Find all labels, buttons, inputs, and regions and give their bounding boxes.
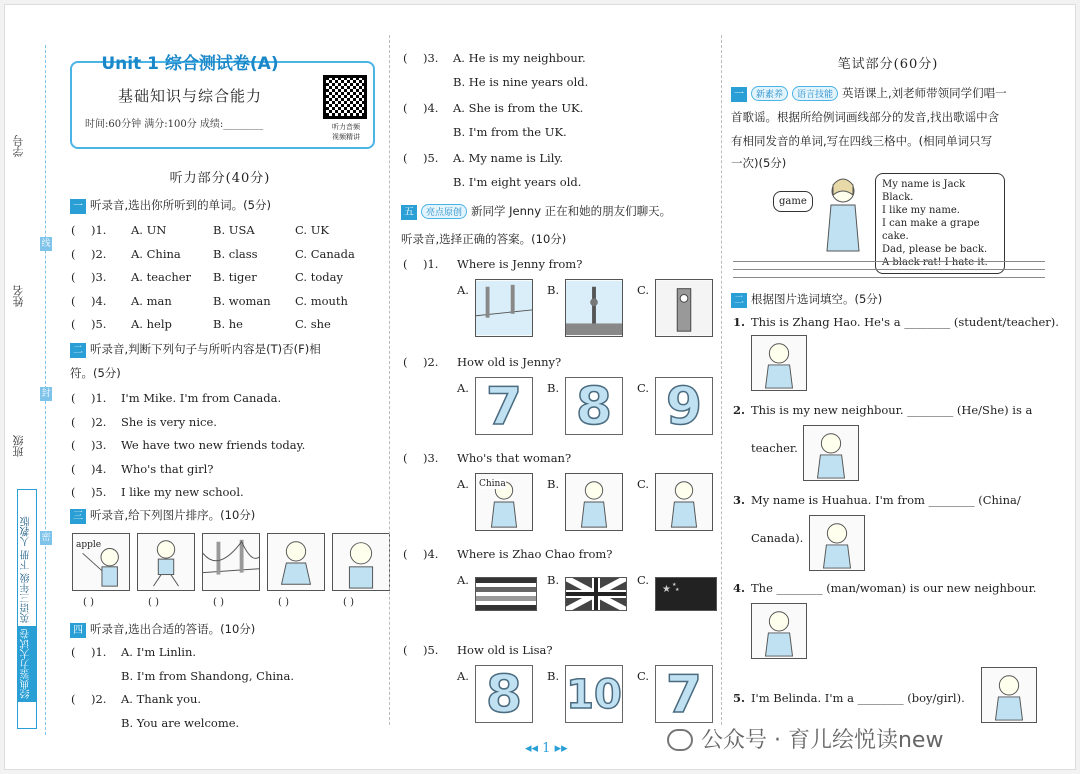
answer-paren[interactable]: ( [71,223,76,237]
series-name: 经典鉴力大试卷 [18,626,36,702]
original-badge: 亮点原创 [421,204,467,219]
option-label-a: A. [457,477,469,491]
column-2 [397,5,719,740]
q5-question-row [403,355,561,369]
item-number: )1. [423,257,439,271]
question-number: 二 [731,293,747,308]
question-text: Who's that woman? [457,451,572,465]
order-blank[interactable]: ( ) [213,597,224,608]
question-number: 一 [70,199,86,214]
item-number: )5. [91,317,107,331]
watermark: 公众号 · 育儿绘悦读new [701,728,944,753]
answer-paren[interactable]: ( [71,414,76,429]
tf-row [71,485,244,499]
item-number: 3. [733,493,746,507]
order-blank[interactable]: ( ) [343,597,354,608]
answer-paren[interactable]: ( [403,51,408,65]
teacher-figure [819,175,867,253]
item-number: )2. [91,246,107,261]
fill-row [733,691,965,705]
item-number: )4. [423,547,439,561]
option-label-c: C. [637,283,650,297]
item-number: )1. [91,391,107,405]
answer-paren[interactable]: ( [71,293,76,308]
item-number: )5. [423,643,439,657]
option-label-b: B. [547,283,560,297]
answer-paren[interactable]: ( [71,246,76,261]
writing-line[interactable] [733,269,1045,270]
reply-row-b: B. You are welcome. [121,716,240,730]
q5-question-row [403,643,553,657]
question-number: 四 [70,623,86,638]
answer-paren[interactable]: ( [403,547,408,561]
china-label: China [479,479,506,489]
option-b: B. woman [213,293,271,308]
item-number: )4. [91,293,107,308]
question-5-head [401,203,671,220]
tf-row [71,462,213,476]
listening-title: 听力部分(40分) [169,171,271,186]
order-blank[interactable]: ( ) [278,597,289,608]
person-picture[interactable] [655,473,713,531]
item-number: )3. [91,270,107,284]
number-picture[interactable]: 9 [655,377,713,435]
column-divider [389,35,390,725]
flag-picture[interactable] [655,577,717,611]
apple-label: apple [76,540,102,550]
item-number: )4. [423,101,439,115]
person-picture[interactable] [475,473,533,531]
option-a: A. He is my neighbour. [453,51,586,65]
question-2-head-cont: 符。(5分) [70,366,121,380]
choice-row [71,270,343,284]
reply-row-b: B. I'm from Shandong, China. [121,669,294,683]
question-text: How old is Lisa? [457,643,553,657]
question-number: 二 [70,343,86,358]
reply-row [403,151,563,165]
answer-paren[interactable]: ( [403,257,408,271]
item-number: )1. [91,223,107,237]
item-number: )1. [91,645,107,659]
option-a: A. Thank you. [121,692,202,706]
option-label-c: C. [637,477,650,491]
option-b: B. class [213,246,258,261]
reply-row [403,51,586,65]
written-title: 笔试部分(60分) [837,57,939,72]
question-number: 一 [731,87,747,102]
reply-row [403,101,583,115]
fill-row [733,493,1021,507]
item-number: 1. [733,315,746,329]
option-label-c: C. [637,573,650,587]
order-blank[interactable]: ( ) [83,597,94,608]
option-b: B. he [213,317,243,331]
name-label: 姓名 [12,285,25,307]
hint-picture [751,335,807,391]
option-label-a: A. [457,669,469,683]
writing-line[interactable] [733,277,1045,278]
statement-text: I'm Mike. I'm from Canada. [121,391,282,405]
answer-paren[interactable]: ( [403,451,408,465]
written-q2-head [731,291,882,308]
seal-mark: 封 [41,389,51,399]
statement-text: I like my new school. [121,485,244,499]
reply-row [71,645,196,659]
option-a: A. My name is Lily. [453,151,564,165]
item-number: )2. [91,692,107,706]
reply-row-b: B. I'm from the UK. [453,125,567,139]
option-label-b: B. [547,381,560,395]
option-c: C. Canada [295,246,355,261]
rhyme-line: A black rat! I hate it. [882,257,988,268]
option-label-c: C. [637,381,650,395]
column-1 [65,5,383,740]
option-b: B. USA [213,223,255,237]
answer-paren[interactable]: ( [403,643,408,657]
question-4-head [70,621,255,638]
tf-row [71,438,305,452]
answer-paren[interactable]: ( [403,151,408,165]
sentence-text[interactable]: My name is Huahua. I'm from ________ (China/ [751,493,1021,507]
term-label: 下册 [21,549,32,570]
tf-row [71,415,217,429]
item-number: )5. [91,485,107,499]
tf-row [71,391,281,405]
item-number: )3. [91,438,107,452]
question-text: 新同学 Jenny 正在和她的朋友们聊天。 [471,204,672,218]
picture-bridge [202,533,260,591]
option-c: C. UK [295,223,329,237]
sentence-text[interactable]: This is my new neighbour. ________ (He/She) is a [751,403,1033,417]
number-picture[interactable]: 7 [655,665,713,723]
option-label-a: A. [457,381,469,395]
rhyme-line: I like my name. [882,205,960,216]
person-picture[interactable] [565,473,623,531]
option-a: A. teacher [131,270,192,284]
answer-paren[interactable]: ( [71,438,76,452]
grade-label: 英语三年级 [21,572,32,623]
sentence-cont: teacher. [751,441,798,455]
flag-picture[interactable] [565,577,627,611]
number-picture[interactable]: 8 [565,377,623,435]
answer-paren[interactable]: ( [71,391,76,405]
reply-row [71,692,201,706]
rhyme-line: I can make a grape cake. [882,218,980,242]
picture-boy-running [137,533,195,591]
answer-paren[interactable]: ( [71,461,76,476]
item-number: )3. [423,51,439,65]
new-literacy-badge: 新素养 [751,86,788,101]
student-id-label: 学号 [12,135,25,157]
choice-row [71,294,348,308]
item-number: )3. [423,451,439,465]
question-1-head [70,197,271,214]
choice-row [71,247,355,261]
choice-row [71,317,331,331]
question-text: 英语课上,刘老师带领同学们唱一 [842,86,1007,100]
picture-girl [267,533,325,591]
question-text: 听录音,选出你所听到的单词。(5分) [90,198,271,212]
written-q1-head-2: 首歌谣。根据所给例词画线部分的发音,找出歌谣中含 [731,110,1000,124]
question-5-head-cont: 听录音,选择正确的答案。(10分) [401,232,567,246]
reply-row-b: B. I'm eight years old. [453,175,582,189]
item-number: 2. [733,403,746,417]
question-3-head [70,507,255,524]
page-number: ◂◂ 1 ▸▸ [525,741,568,756]
q5-question-row [403,451,571,465]
sentence-cont: Canada). [751,531,804,545]
example-word-bubble: game [773,191,813,212]
option-a: A. She is from the UK. [453,101,584,115]
svg-text:★: ★ [675,587,680,593]
writing-line[interactable] [733,261,1045,262]
unit-title: Unit 1 综合测试卷(A) [101,54,279,74]
fill-row [733,581,1036,595]
statement-text: Who's that girl? [121,461,214,476]
answer-paren[interactable]: ( [71,317,76,331]
exam-meta: 时间:60分钟 满分:100分 成绩:________ [85,119,264,130]
option-label-a: A. [457,573,469,587]
option-label-b: B. [547,573,560,587]
column-divider [721,35,722,725]
sentence-text[interactable]: I'm Belinda. I'm a ________ (boy/girl). [751,691,965,705]
written-q1-head [731,85,1007,102]
edition-label: 人教版 [21,516,32,547]
choice-row [71,223,329,237]
number-picture[interactable]: 10 [565,665,623,723]
sentence-text[interactable]: The ________ (man/woman) is our new neighbour. [751,581,1037,595]
rhyme-bubble [875,173,1005,274]
option-a: A. I'm Linlin. [121,645,197,659]
skill-badge: 语言技能 [792,86,838,101]
qr-caption: 听力音频 视频精讲 [332,123,360,141]
question-text: 听录音,选出合适的答语。(10分) [90,622,256,636]
item-number: 4. [733,581,746,595]
question-number: 三 [70,509,86,524]
answer-paren[interactable]: ( [71,692,76,706]
picture-teacher-apple [72,533,130,591]
option-a: A. help [131,317,172,331]
option-label-b: B. [547,669,560,683]
option-b: B. tiger [213,270,257,284]
picture-man [332,533,390,591]
series-label [17,489,37,729]
class-label: 班级 [12,435,25,457]
number-picture[interactable]: 8 [475,665,533,723]
hint-picture [803,425,859,481]
option-a: A. man [131,293,172,308]
option-label-b: B. [547,477,560,491]
sentence-text[interactable]: This is Zhang Hao. He's a ________ (student/teacher). [751,315,1059,329]
landmark-picture[interactable] [565,279,623,337]
svg-text:★: ★ [672,582,677,588]
reply-row-b: B. He is nine years old. [453,75,589,89]
column-3 [727,5,1059,740]
flag-picture[interactable] [475,577,537,611]
q5-question-row [403,547,612,561]
q5-question-row [403,257,582,271]
statement-text: She is very nice. [121,414,217,429]
question-text: Where is Zhao Chao from? [457,547,613,561]
answer-paren[interactable]: ( [71,645,76,659]
wechat-icon [667,729,693,751]
landmark-picture[interactable] [475,279,533,337]
rhyme-line: Dad, please be back. [882,244,988,255]
hint-picture [981,667,1037,723]
question-text: 根据图片选词填空。(5分) [751,292,883,306]
option-label-c: C. [637,669,650,683]
binding-strip [5,5,55,771]
question-text: Where is Jenny from? [457,257,583,271]
unit-subtitle: 基础知识与综合能力 [117,87,262,105]
written-q1-head-4: 一次)(5分) [731,156,787,170]
answer-paren[interactable]: ( [403,355,408,369]
item-number: )4. [91,461,107,476]
rhyme-line: My name is Jack Black. [882,179,966,203]
order-blank[interactable]: ( ) [148,597,159,608]
item-number: )2. [91,414,107,429]
question-text: 听录音,给下列图片排序。(10分) [90,508,256,522]
option-label-a: A. [457,283,469,297]
number-picture[interactable]: 7 [475,377,533,435]
option-c: C. she [295,317,331,331]
answer-paren[interactable]: ( [71,485,76,499]
question-text: 听录音,判断下列句子与所听内容是(T)否(F)相 [90,342,321,356]
answer-paren[interactable]: ( [71,270,76,284]
written-q1-head-3: 有相同发音的单词,写在四线三格中。(相同单词只写 [731,134,993,148]
question-number: 五 [401,205,417,220]
exam-sheet [4,4,1076,770]
hint-picture [751,603,807,659]
statement-text: We have two new friends today. [121,438,306,452]
fill-row [733,315,1059,329]
item-number: )5. [423,151,439,165]
question-2-head [70,341,321,358]
hint-picture [809,515,865,571]
svg-text:★: ★ [662,584,671,595]
item-number: )2. [423,355,439,369]
question-text: How old is Jenny? [457,355,562,369]
answer-paren[interactable]: ( [403,101,408,115]
option-c: C. today [295,270,343,284]
landmark-picture[interactable] [655,279,713,337]
line-mark: 线 [41,239,51,249]
option-a: A. UN [131,223,167,237]
qr-code-icon[interactable] [323,75,367,119]
item-number: 5. [733,691,746,705]
secret-mark: 密 [41,533,51,543]
fill-row [733,403,1032,417]
option-c: C. mouth [295,293,348,308]
option-a: A. China [131,246,181,261]
